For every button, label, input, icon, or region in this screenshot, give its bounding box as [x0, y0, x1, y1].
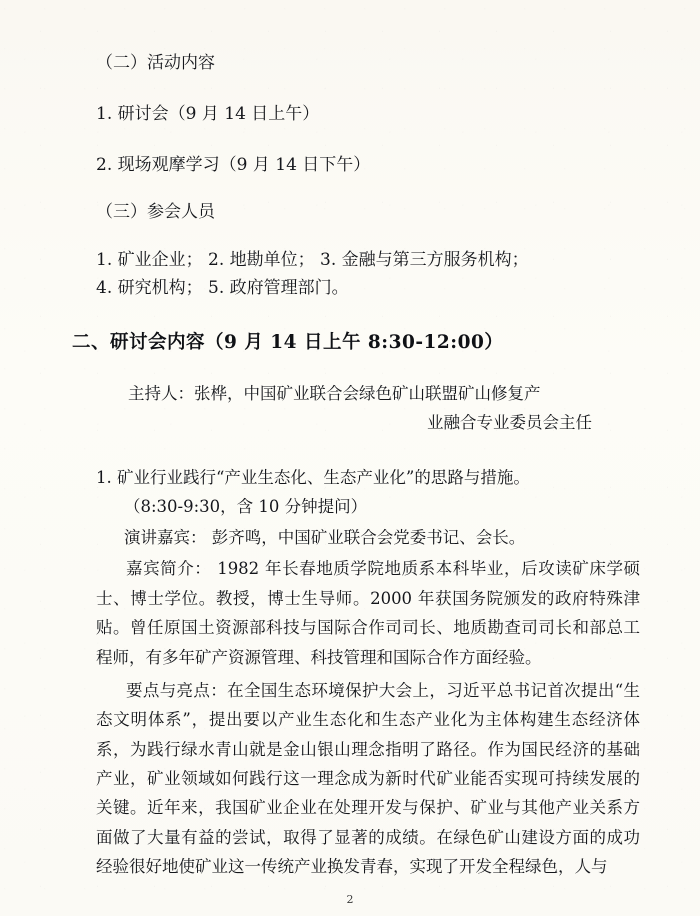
- activity-item-2: 2. 现场观摩学习（9 月 14 日下午）: [96, 155, 371, 175]
- seminar-title: 二、研讨会内容（9 月 14 日上午 8:30-12:00）: [72, 332, 504, 354]
- guest-bio-paragraph: [96, 554, 640, 671]
- highlights-paragraph: [96, 676, 640, 882]
- host-line-1: 主持人：张桦，中国矿业联合会绿色矿山联盟矿山修复产: [128, 384, 541, 404]
- highlights-label: 要点与亮点：: [126, 680, 228, 700]
- highlights-text: 在全国生态环境保护大会上，习近平总书记首次提出“生态文明体系”，提出要以产业生态化和生态产业化为主体构建生态经济体系，为践行绿水青山就是金山银山理念指明了路径。作为国民经济的基础产业，矿业领域如何践行这一理念成为新时代矿业能否实现可持续发展的关键。近年来，我国矿业企业在处理开发与保护、矿业与其他产业关系方面做了大量有益的尝试，取得了显著的成绩。在绿色矿山建设方面的成功经验很好地使矿业这一传统产业换发青春，实现了开发全程绿色，人与: [96, 680, 641, 877]
- host-block: [128, 380, 598, 438]
- page-number: 2: [346, 893, 354, 906]
- document-body: [62, 48, 640, 885]
- topic-1-line-2: （8:30-9:30，含 10 分钟提问）: [124, 496, 368, 516]
- speaker-1: 演讲嘉宾： 彭齐鸣，中国矿业联合会党委书记、会长。: [124, 527, 526, 547]
- bio-text: 1982 年长春地质学院地质系本科毕业，后攻读矿床学硕士、博士学位。教授，博士生导师。2000 年获国务院颁发的政府特殊津贴。曾任原国土资源部科技与国际合作司司长、地质勘查司司长和部总工程师，有多年矿产资源管理、科技管理和国际合作方面经验。: [96, 559, 641, 667]
- activity-content-heading: （二）活动内容: [96, 53, 215, 73]
- activity-item-1: 1. 研讨会（9 月 14 日上午）: [96, 104, 320, 124]
- topic-1: [96, 464, 640, 522]
- participants-line-2: 4. 研究机构； 5. 政府管理部门。: [96, 278, 349, 299]
- participants-list: [96, 246, 640, 302]
- host-line-2: 业融合专业委员会主任: [427, 412, 592, 432]
- participants-heading: （三）参会人员: [96, 202, 215, 222]
- bio-label: 嘉宾简介：: [126, 559, 212, 579]
- participants-line-1: 1. 矿业企业； 2. 地勘单位； 3. 金融与第三方服务机构；: [96, 250, 529, 270]
- topic-1-line-1: 1. 矿业行业践行“产业生态化、生态产业化”的思路与措施。: [96, 467, 530, 487]
